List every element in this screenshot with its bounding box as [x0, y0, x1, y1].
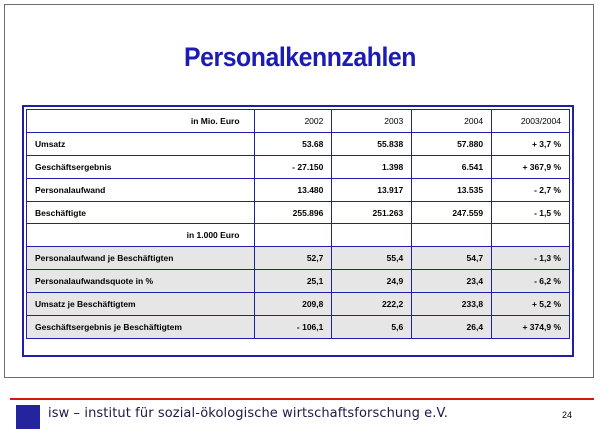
- header-year-2004: 2004: [412, 110, 492, 133]
- cell-change: + 3,7 %: [492, 132, 570, 155]
- row-label: Umsatz je Beschäftigtem: [27, 293, 255, 316]
- page-number: 24: [561, 410, 572, 420]
- cell-value: 26,4: [412, 316, 492, 339]
- empty-cell: [492, 224, 570, 247]
- footer-divider: [10, 398, 594, 400]
- footer-logo-square: [16, 405, 40, 429]
- cell-value: 222,2: [332, 293, 412, 316]
- cell-change: - 2,7 %: [492, 178, 570, 201]
- cell-value: 209,8: [254, 293, 332, 316]
- header-change: 2003/2004: [492, 110, 570, 133]
- cell-value: - 106,1: [254, 316, 332, 339]
- empty-cell: [254, 224, 332, 247]
- table-row: [27, 201, 570, 224]
- row-label: Umsatz: [27, 132, 255, 155]
- table-row: [27, 247, 570, 270]
- cell-value: 24,9: [332, 270, 412, 293]
- cell-value: 53.68: [254, 132, 332, 155]
- page-title: Personalkennzahlen: [184, 42, 416, 72]
- empty-cell: [332, 224, 412, 247]
- subheader-unit-label: in 1.000 Euro: [27, 224, 255, 247]
- personnel-figures-table: [26, 109, 570, 339]
- cell-value: 13.917: [332, 178, 412, 201]
- cell-value: 255.896: [254, 201, 332, 224]
- cell-value: 55,4: [332, 247, 412, 270]
- cell-change: - 6,2 %: [492, 270, 570, 293]
- cell-value: 233,8: [412, 293, 492, 316]
- cell-value: 13.535: [412, 178, 492, 201]
- row-label: Personalaufwand je Beschäftigten: [27, 247, 255, 270]
- table-row: [27, 293, 570, 316]
- data-table-frame: [22, 105, 574, 357]
- row-label: Personalaufwandsquote in %: [27, 270, 255, 293]
- footer-institute-name: isw – institut für sozial-ökologische wirtschaftsforschung e.V.: [48, 406, 449, 421]
- header-year-2003: 2003: [332, 110, 412, 133]
- cell-value: 57.880: [412, 132, 492, 155]
- cell-value: 52,7: [254, 247, 332, 270]
- row-label: Personalaufwand: [27, 178, 255, 201]
- cell-value: 5,6: [332, 316, 412, 339]
- table-header-row: [27, 110, 570, 133]
- cell-value: 1.398: [332, 155, 412, 178]
- cell-change: + 5,2 %: [492, 293, 570, 316]
- row-label: Geschäftsergebnis: [27, 155, 255, 178]
- cell-change: - 1,3 %: [492, 247, 570, 270]
- table-subheader-row: [27, 224, 570, 247]
- row-label: Beschäftigte: [27, 201, 255, 224]
- cell-value: 54,7: [412, 247, 492, 270]
- cell-value: 55.838: [332, 132, 412, 155]
- header-unit-label: in Mio. Euro: [27, 110, 255, 133]
- row-label: Geschäftsergebnis je Beschäftigtem: [27, 316, 255, 339]
- cell-change: - 1,5 %: [492, 201, 570, 224]
- cell-value: 251.263: [332, 201, 412, 224]
- empty-cell: [412, 224, 492, 247]
- table-row: [27, 155, 570, 178]
- cell-value: 25,1: [254, 270, 332, 293]
- cell-value: - 27.150: [254, 155, 332, 178]
- table-row: [27, 178, 570, 201]
- cell-value: 247.559: [412, 201, 492, 224]
- cell-change: + 374,9 %: [492, 316, 570, 339]
- header-year-2002: 2002: [254, 110, 332, 133]
- table-row: [27, 270, 570, 293]
- cell-value: 6.541: [412, 155, 492, 178]
- table-row: [27, 132, 570, 155]
- table-row: [27, 316, 570, 339]
- cell-change: + 367,9 %: [492, 155, 570, 178]
- cell-value: 23,4: [412, 270, 492, 293]
- cell-value: 13.480: [254, 178, 332, 201]
